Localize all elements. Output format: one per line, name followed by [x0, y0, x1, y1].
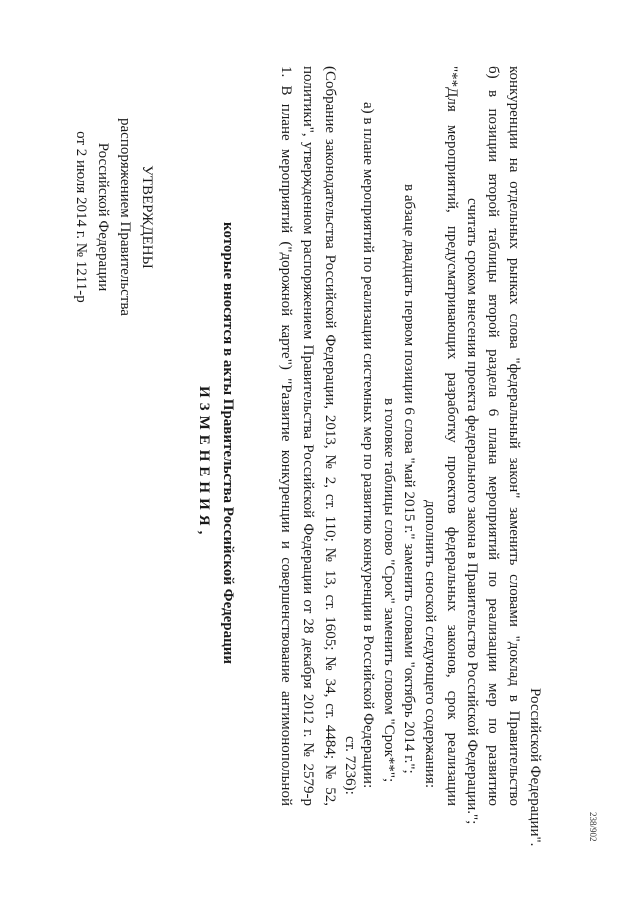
item-b-line-1: б) в позиции второй таблицы второй раздела 6 плана мероприятий по реализации мер по развитию [485, 66, 501, 806]
item-a-line-2: в головке таблицы слово "Срок" заменить словом "Срок**"; [381, 398, 397, 783]
page-code: 238/902 [588, 812, 598, 842]
item-b-line-2: конкуренции на отдельных рынках слова "федеральный закон" заменить словами "доклад в Правительство [506, 66, 522, 806]
approval-authority: распоряжением Правительства [117, 118, 133, 316]
item-a-line-1: а) в плане мероприятий по реализации системных мер по развитию конкуренции в Российской Федерации: [360, 102, 376, 789]
approval-heading: УТВЕРЖДЕНЫ [139, 165, 155, 269]
item-a-line-4: дополнить сноской следующего содержания: [422, 500, 438, 789]
document-title: ИЗМЕНЕНИЯ, [196, 386, 212, 540]
paragraph-1-line-2: политики", утвержденном распоряжением Правительства Российской Федерации от 28 декабря 2012 г. № 2579-р [300, 66, 316, 806]
footnote-line-2: считать сроком внесения проекта федерального закона в Правительство Российской Федерации."; [464, 198, 480, 825]
approval-country: Российской Федерации [95, 142, 111, 292]
approval-date-number: от 2 июля 2014 г. № 1211-р [73, 131, 89, 303]
item-b-line-3: Российской Федерации". [527, 688, 543, 847]
paragraph-1-line-3: (Собрание законодательства Российской Федерации, 2013, № 2, ст. 110; № 13, ст. 1605; № 34, ст. 4484; № 52, [322, 66, 338, 806]
paragraph-1-line-1: 1. В плане мероприятий ("дорожной карте") "Развитие конкуренции и совершенствование антимонопольной [278, 66, 294, 806]
document-subtitle: которые вносятся в акты Правительства Российской Федерации [220, 222, 236, 665]
paragraph-1-line-4: ст. 7236): [342, 736, 358, 795]
item-a-line-3: в абзаце двадцать первом позиции 6 слова "май 2015 г." заменить словами "октябрь 2014 г."; [401, 184, 417, 774]
approval-block [70, 118, 158, 316]
footnote-line-1: "**Для мероприятий, предусматривающих разработку проектов федеральных законов, срок реализации [444, 66, 460, 806]
